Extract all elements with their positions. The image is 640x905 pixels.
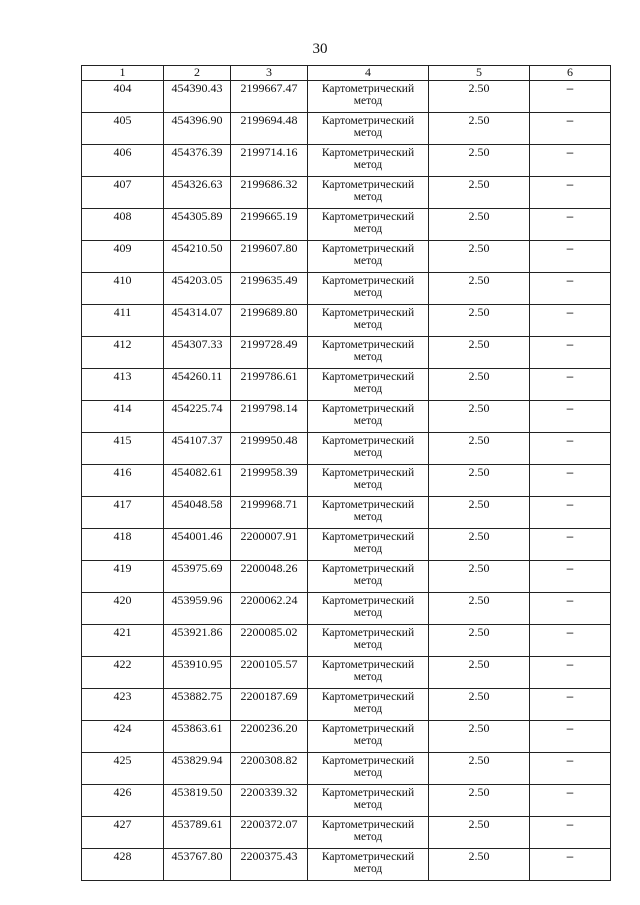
x-coordinate-cell: 453819.50: [164, 785, 231, 817]
table-row: [82, 753, 611, 785]
method-cell: Картометрический метод: [308, 785, 429, 817]
accuracy-cell: 2.50: [429, 305, 530, 337]
note-cell: –: [530, 113, 611, 145]
x-coordinate-cell: 454225.74: [164, 401, 231, 433]
page-number: 30: [312, 41, 328, 57]
method-cell: Картометрический метод: [308, 209, 429, 241]
x-coordinate-cell: 454260.11: [164, 369, 231, 401]
y-coordinate-cell: 2200062.24: [231, 593, 308, 625]
x-coordinate-cell: 454396.90: [164, 113, 231, 145]
accuracy-cell: 2.50: [429, 209, 530, 241]
note-cell: –: [530, 209, 611, 241]
point-number-cell: 418: [82, 529, 164, 561]
x-coordinate-cell: 454326.63: [164, 177, 231, 209]
note-cell: –: [530, 433, 611, 465]
y-coordinate-cell: 2199798.14: [231, 401, 308, 433]
x-coordinate-cell: 453910.95: [164, 657, 231, 689]
x-coordinate-cell: 454001.46: [164, 529, 231, 561]
x-coordinate-cell: 454307.33: [164, 337, 231, 369]
note-cell: –: [530, 785, 611, 817]
note-cell: –: [530, 337, 611, 369]
method-cell: Картометрический метод: [308, 689, 429, 721]
accuracy-cell: 2.50: [429, 369, 530, 401]
y-coordinate-cell: 2200308.82: [231, 753, 308, 785]
x-coordinate-cell: 453789.61: [164, 817, 231, 849]
method-cell: Картометрический метод: [308, 721, 429, 753]
y-coordinate-cell: 2199689.80: [231, 305, 308, 337]
note-cell: –: [530, 273, 611, 305]
table-row: [82, 689, 611, 721]
note-cell: –: [530, 465, 611, 497]
note-cell: –: [530, 529, 611, 561]
x-coordinate-cell: 454314.07: [164, 305, 231, 337]
table-row: [82, 401, 611, 433]
point-number-cell: 414: [82, 401, 164, 433]
point-number-cell: 424: [82, 721, 164, 753]
x-coordinate-cell: 454048.58: [164, 497, 231, 529]
method-cell: Картометрический метод: [308, 465, 429, 497]
table-body: [82, 81, 611, 881]
method-cell: Картометрический метод: [308, 433, 429, 465]
column-header: 4: [308, 66, 429, 81]
y-coordinate-cell: 2200048.26: [231, 561, 308, 593]
x-coordinate-cell: 453829.94: [164, 753, 231, 785]
point-number-cell: 421: [82, 625, 164, 657]
table-row: [82, 849, 611, 881]
point-number-cell: 412: [82, 337, 164, 369]
table-row: [82, 593, 611, 625]
method-cell: Картометрический метод: [308, 817, 429, 849]
method-cell: Картометрический метод: [308, 753, 429, 785]
point-number-cell: 425: [82, 753, 164, 785]
note-cell: –: [530, 305, 611, 337]
accuracy-cell: 2.50: [429, 401, 530, 433]
accuracy-cell: 2.50: [429, 81, 530, 113]
accuracy-cell: 2.50: [429, 849, 530, 881]
point-number-cell: 427: [82, 817, 164, 849]
method-cell: Картометрический метод: [308, 337, 429, 369]
y-coordinate-cell: 2199728.49: [231, 337, 308, 369]
x-coordinate-cell: 454210.50: [164, 241, 231, 273]
y-coordinate-cell: 2199667.47: [231, 81, 308, 113]
point-number-cell: 428: [82, 849, 164, 881]
accuracy-cell: 2.50: [429, 113, 530, 145]
point-number-cell: 422: [82, 657, 164, 689]
table-row: [82, 113, 611, 145]
table-row: [82, 209, 611, 241]
table-row: [82, 817, 611, 849]
note-cell: –: [530, 817, 611, 849]
x-coordinate-cell: 454082.61: [164, 465, 231, 497]
point-number-cell: 417: [82, 497, 164, 529]
y-coordinate-cell: 2199686.32: [231, 177, 308, 209]
table-row: [82, 81, 611, 113]
accuracy-cell: 2.50: [429, 273, 530, 305]
method-cell: Картометрический метод: [308, 849, 429, 881]
x-coordinate-cell: 454376.39: [164, 145, 231, 177]
note-cell: –: [530, 625, 611, 657]
x-coordinate-cell: 454107.37: [164, 433, 231, 465]
y-coordinate-cell: 2200187.69: [231, 689, 308, 721]
accuracy-cell: 2.50: [429, 561, 530, 593]
table-row: [82, 625, 611, 657]
table-row: [82, 273, 611, 305]
accuracy-cell: 2.50: [429, 433, 530, 465]
accuracy-cell: 2.50: [429, 657, 530, 689]
accuracy-cell: 2.50: [429, 753, 530, 785]
table-row: [82, 721, 611, 753]
point-number-cell: 420: [82, 593, 164, 625]
point-number-cell: 419: [82, 561, 164, 593]
x-coordinate-cell: 453882.75: [164, 689, 231, 721]
accuracy-cell: 2.50: [429, 145, 530, 177]
column-header: 5: [429, 66, 530, 81]
accuracy-cell: 2.50: [429, 337, 530, 369]
table-row: [82, 465, 611, 497]
note-cell: –: [530, 561, 611, 593]
column-header: 6: [530, 66, 611, 81]
method-cell: Картометрический метод: [308, 401, 429, 433]
point-number-cell: 426: [82, 785, 164, 817]
y-coordinate-cell: 2200236.20: [231, 721, 308, 753]
accuracy-cell: 2.50: [429, 593, 530, 625]
method-cell: Картометрический метод: [308, 177, 429, 209]
table-row: [82, 177, 611, 209]
point-number-cell: 408: [82, 209, 164, 241]
method-cell: Картометрический метод: [308, 529, 429, 561]
method-cell: Картометрический метод: [308, 273, 429, 305]
y-coordinate-cell: 2200085.02: [231, 625, 308, 657]
accuracy-cell: 2.50: [429, 689, 530, 721]
method-cell: Картометрический метод: [308, 145, 429, 177]
y-coordinate-cell: 2199714.16: [231, 145, 308, 177]
table-row: [82, 497, 611, 529]
note-cell: –: [530, 849, 611, 881]
table-row: [82, 529, 611, 561]
header-row: [82, 66, 611, 81]
table-row: [82, 369, 611, 401]
x-coordinate-cell: 454305.89: [164, 209, 231, 241]
method-cell: Картометрический метод: [308, 305, 429, 337]
y-coordinate-cell: 2199968.71: [231, 497, 308, 529]
method-cell: Картометрический метод: [308, 593, 429, 625]
accuracy-cell: 2.50: [429, 465, 530, 497]
y-coordinate-cell: 2200339.32: [231, 785, 308, 817]
point-number-cell: 413: [82, 369, 164, 401]
accuracy-cell: 2.50: [429, 721, 530, 753]
table-row: [82, 433, 611, 465]
note-cell: –: [530, 657, 611, 689]
column-header: 3: [231, 66, 308, 81]
y-coordinate-cell: 2199607.80: [231, 241, 308, 273]
y-coordinate-cell: 2199665.19: [231, 209, 308, 241]
method-cell: Картометрический метод: [308, 81, 429, 113]
x-coordinate-cell: 453863.61: [164, 721, 231, 753]
note-cell: –: [530, 145, 611, 177]
accuracy-cell: 2.50: [429, 241, 530, 273]
note-cell: –: [530, 689, 611, 721]
accuracy-cell: 2.50: [429, 177, 530, 209]
note-cell: –: [530, 753, 611, 785]
y-coordinate-cell: 2199786.61: [231, 369, 308, 401]
column-header: 1: [82, 66, 164, 81]
method-cell: Картометрический метод: [308, 369, 429, 401]
point-number-cell: 416: [82, 465, 164, 497]
accuracy-cell: 2.50: [429, 785, 530, 817]
table-row: [82, 241, 611, 273]
table-row: [82, 145, 611, 177]
method-cell: Картометрический метод: [308, 497, 429, 529]
point-number-cell: 411: [82, 305, 164, 337]
note-cell: –: [530, 241, 611, 273]
y-coordinate-cell: 2200375.43: [231, 849, 308, 881]
y-coordinate-cell: 2199635.49: [231, 273, 308, 305]
accuracy-cell: 2.50: [429, 529, 530, 561]
point-number-cell: 410: [82, 273, 164, 305]
note-cell: –: [530, 177, 611, 209]
note-cell: –: [530, 497, 611, 529]
y-coordinate-cell: 2200372.07: [231, 817, 308, 849]
y-coordinate-cell: 2200105.57: [231, 657, 308, 689]
point-number-cell: 404: [82, 81, 164, 113]
column-header: 2: [164, 66, 231, 81]
note-cell: –: [530, 81, 611, 113]
table-row: [82, 657, 611, 689]
point-number-cell: 405: [82, 113, 164, 145]
note-cell: –: [530, 401, 611, 433]
point-number-cell: 423: [82, 689, 164, 721]
method-cell: Картометрический метод: [308, 561, 429, 593]
table-header: [82, 66, 611, 81]
x-coordinate-cell: 453959.96: [164, 593, 231, 625]
note-cell: –: [530, 721, 611, 753]
x-coordinate-cell: 454203.05: [164, 273, 231, 305]
point-number-cell: 406: [82, 145, 164, 177]
accuracy-cell: 2.50: [429, 497, 530, 529]
y-coordinate-cell: 2199958.39: [231, 465, 308, 497]
table-row: [82, 561, 611, 593]
point-number-cell: 409: [82, 241, 164, 273]
note-cell: –: [530, 369, 611, 401]
method-cell: Картометрический метод: [308, 657, 429, 689]
x-coordinate-cell: 453767.80: [164, 849, 231, 881]
point-number-cell: 407: [82, 177, 164, 209]
x-coordinate-cell: 453921.86: [164, 625, 231, 657]
x-coordinate-cell: 453975.69: [164, 561, 231, 593]
method-cell: Картометрический метод: [308, 113, 429, 145]
accuracy-cell: 2.50: [429, 817, 530, 849]
x-coordinate-cell: 454390.43: [164, 81, 231, 113]
table-row: [82, 305, 611, 337]
table-row: [82, 337, 611, 369]
accuracy-cell: 2.50: [429, 625, 530, 657]
y-coordinate-cell: 2199950.48: [231, 433, 308, 465]
method-cell: Картометрический метод: [308, 625, 429, 657]
coordinates-table: [81, 65, 611, 881]
y-coordinate-cell: 2200007.91: [231, 529, 308, 561]
note-cell: –: [530, 593, 611, 625]
method-cell: Картометрический метод: [308, 241, 429, 273]
y-coordinate-cell: 2199694.48: [231, 113, 308, 145]
table-row: [82, 785, 611, 817]
point-number-cell: 415: [82, 433, 164, 465]
